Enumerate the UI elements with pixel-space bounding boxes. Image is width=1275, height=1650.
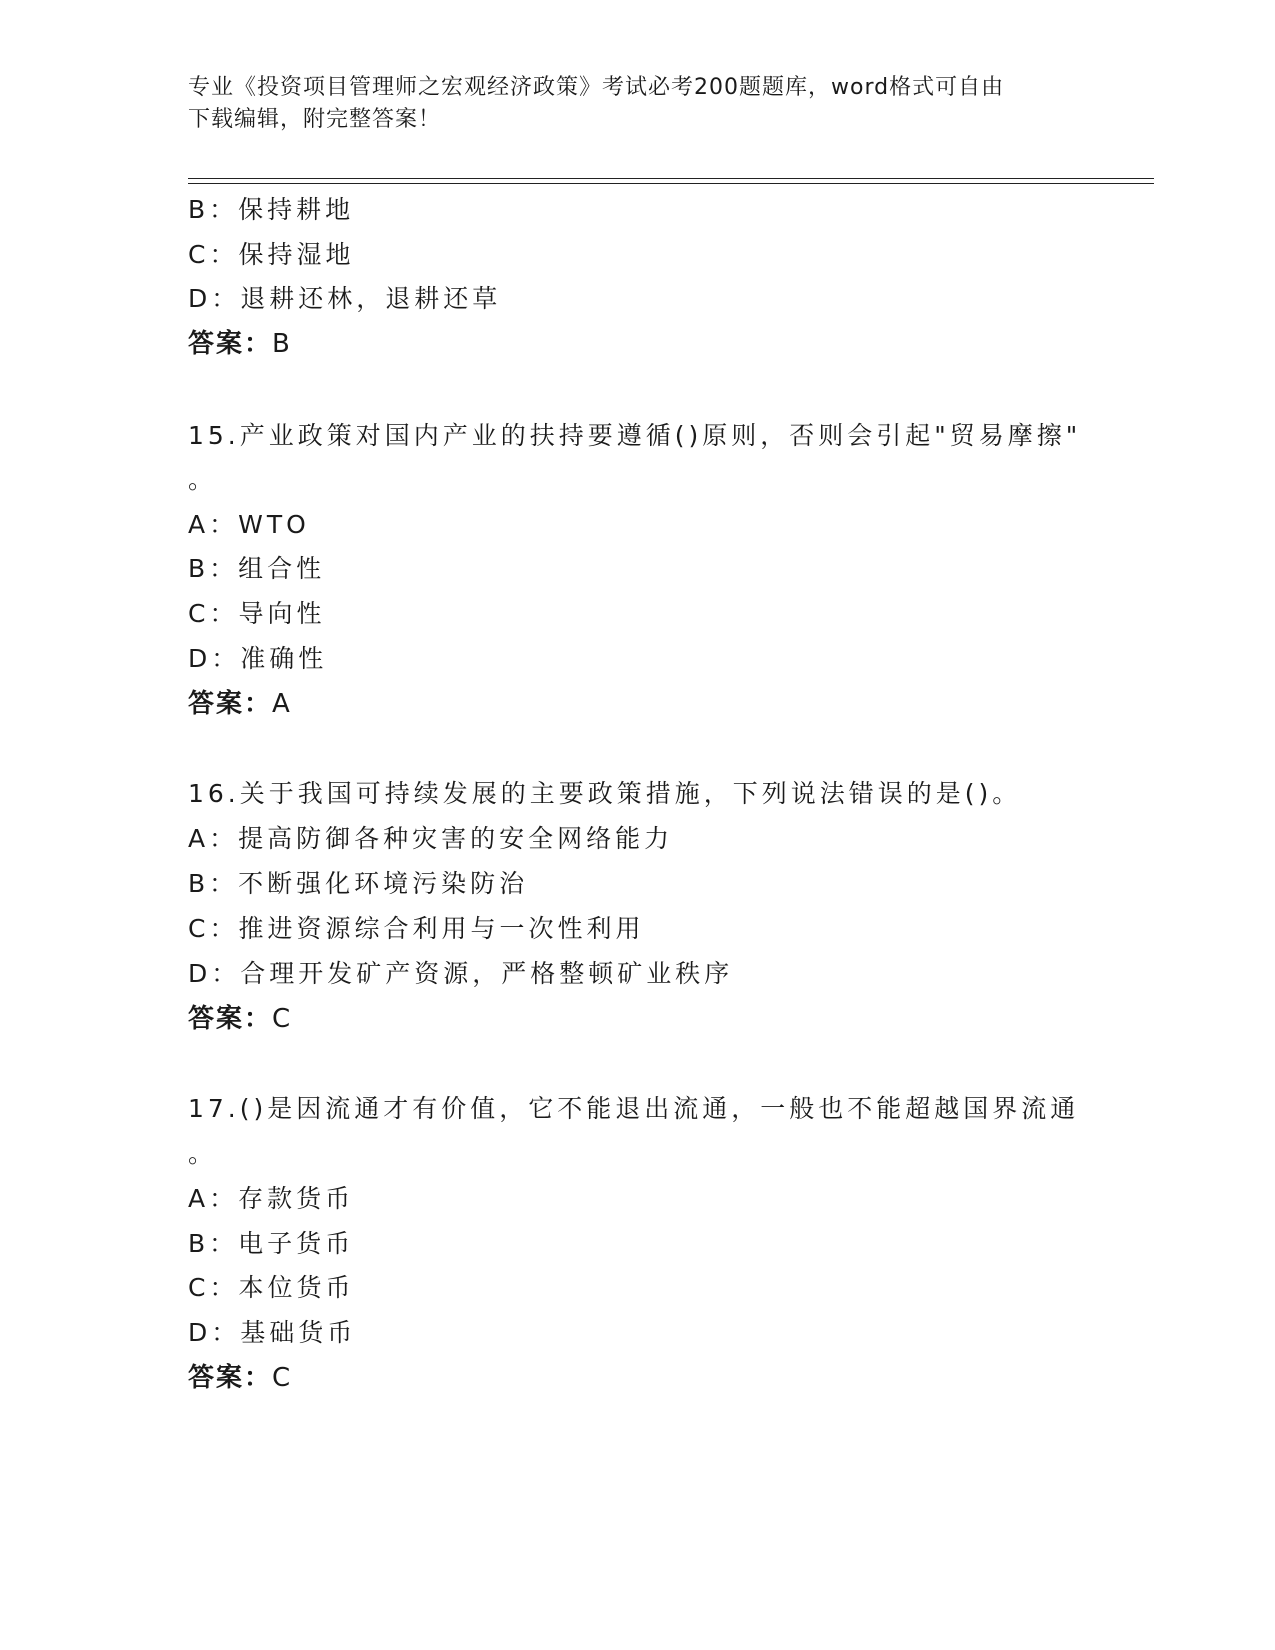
header-rule-top	[188, 178, 1154, 179]
option-d: D：退耕还林，退耕还草	[188, 284, 502, 313]
question-16-option-c: C：推进资源综合利用与一次性利用	[188, 914, 645, 943]
question-16-answer: 答案：C	[188, 1004, 293, 1034]
question-15-option-a: A：WTO	[188, 510, 310, 539]
question-15-stem: 15.产业政策对国内产业的扶持要遵循()原则，否则会引起"贸易摩擦"	[188, 421, 1082, 450]
question-15-option-c: C：导向性	[188, 599, 326, 628]
question-16-stem: 16.关于我国可持续发展的主要政策措施，下列说法错误的是()。	[188, 779, 1022, 808]
question-16-option-b: B：不断强化环境污染防治	[188, 869, 529, 898]
header-line-1: 专业《投资项目管理师之宏观经济政策》考试必考200题题库，word格式可自由	[188, 75, 1005, 100]
question-17-option-b: B：电子货币	[188, 1229, 355, 1258]
document-header	[188, 72, 1068, 136]
header-line-2: 下载编辑，附完整答案！	[188, 107, 442, 132]
question-16-option-a: A：提高防御各种灾害的安全网络能力	[188, 824, 674, 853]
question-15-stem-cont: 。	[188, 465, 218, 494]
question-17-answer: 答案：C	[188, 1363, 293, 1393]
question-17-option-c: C：本位货币	[188, 1273, 355, 1302]
option-b: B：保持耕地	[188, 195, 355, 224]
question-17-option-a: A：存款货币	[188, 1184, 355, 1213]
question-17-stem-cont: 。	[188, 1139, 218, 1168]
question-17-option-d: D：基础货币	[188, 1318, 357, 1347]
question-16-option-d: D：合理开发矿产资源，严格整顿矿业秩序	[188, 959, 734, 988]
answer: 答案：B	[188, 329, 292, 359]
header-rule-bottom	[188, 183, 1154, 184]
question-15-answer: 答案：A	[188, 689, 292, 719]
question-15-option-b: B：组合性	[188, 554, 326, 583]
question-15-option-d: D：准确性	[188, 644, 328, 673]
option-c: C：保持湿地	[188, 240, 355, 269]
question-17-stem: 17.()是因流通才有价值，它不能退出流通，一般也不能超越国界流通	[188, 1094, 1080, 1123]
